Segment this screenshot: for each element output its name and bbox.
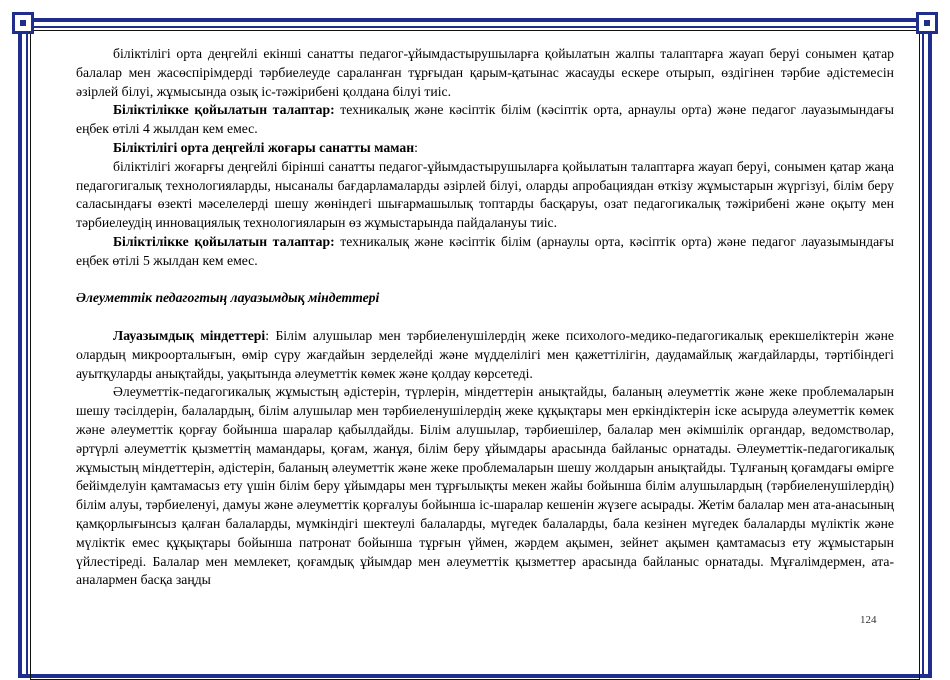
page-content [76,45,894,590]
spacer [76,308,894,327]
paragraph-text: техникалық және кәсіптік білім (арнаулы орта, кәсіптік орта) және педагог лауазымындағы еңбек өтілі 5 жылдан кем емес. [76,233,894,268]
paragraph-text: : Білім алушылар мен тәрбиеленушілердің жеке психолого-медико-педагогикалық ерекшеліктерін және олардың микроорталығын, өмір сүру жағдайын зерделейді және мүдделілігі мен қажеттілігін, даудамайлық жағдайларды, тәртібіндегі ауытқуларды анықтайды, уақытында әлеуметтік көмек және қолдау көрсетеді. [76,327,895,381]
corner-ornament-top-right [916,12,938,34]
corner-ornament-top-left [12,12,34,34]
paragraph-qualification-requirements-1 [76,101,894,139]
bold-label: Біліктілігі орта деңгейлі жоғары санатты маман [113,139,415,155]
paragraph-text: техникалық және кәсіптік білім (кәсіптік орта, арнаулы орта) және педагог лауазымындағы еңбек өтілі 4 жылдан кем емес. [76,102,894,137]
bold-label: Біліктілікке қойылатын талаптар: [113,102,335,118]
section-heading: Әлеуметтік педагогтың лауазымдық міндеттері [76,290,380,306]
paragraph-job-duties [76,327,894,383]
page-number: 124 [860,614,877,626]
paragraph-text: : [414,139,418,155]
bold-label: Лауазымдық міндеттері [113,327,266,343]
paragraph-social-work-methods: Әлеуметтік-педагогикалық жұмыстың әдістерін, түрлерін, міндеттерін анықтайды, баланың әлеуметтік және жеке проблемаларын шешу тәсілдерін, балалардың, білім алушылар мен тәрбиеленушілердің жеке құқықтары мен еркіндіктерін іске асыруда әлеуметтік көмек және әлеуметтік қорғау бойынша шаралар қабылдайды. Білім алушылар, тәрбиешілер, балалар мен әкімшілік органдар, ведомстволар, әртүрлі әлеуметтік қызметтің мамандары, қоғам, жанұя, білім беру ұйымдары арасында байланыс орнатады. Әлеуметтік-педагогикалық жұмыстың міндеттерін, әдістерін, баланың әлеуметтік және жеке проблемаларын шешу жолдарын анықтайды. Тұлғаның қоғамдағы өмірге бейімделуін қамтамасыз ету үшін білім беру ұйымдары мен тұрғылықты мекен жайы бойынша білім алушылардың (тәрбиеленушілердің) білім алуы, тәрбиеленуі, дамуы және әлеуметтік қорғалуы бойынша іс-шаралар кешенін жүзеге асырады. Жетім балалар мен ата-анасының қамқорлығынсыз қалған балаларды, мүмкіндігі шектеулі балаларды, мүгедек балаларды, бала кезінен мүгедек балаларды мүліктік және мүліктік емес құқықтары бойынша патронат бойынша тұрғын үймен, жәрдем ақымен, зейнет ақымен қамтамасыз ету жұмыстарын үйлестіреді. Балалар мен мемлекет, қоғамдық ұйымдар мен әлеуметтік қызметтер арасында байланыс орнатады. Мұғалімдермен, ата-аналармен басқа заңды [76,384,894,588]
paragraph-specialist-requirements: біліктілігі жоғарғы деңгейлі бірінші санатты педагог-ұйымдастырушыларға қойылатын талаптарға жауап беруі, сонымен қатар жаңа педагогигалық технологияларды, нысаналы бағдарламаларды әзірлей білуі, оларды апробациядан өткізу жұмыстарын жүргізуі, білім беру саласындағы өзекті мәселелерді шешу жөніндегі шығармашылық топтарды басқаруы, озат педагогикалық тәжірибені және оқыту мен тәрбиелеудің инновациялық технологияларын өз жұмыстарында пайдалануы тиіс. [76,158,894,231]
spacer [76,271,894,290]
paragraph-qualification-requirements-2 [76,233,894,271]
bold-label: Біліктілікке қойылатын талаптар: [113,233,335,249]
paragraph-requirements-continued: біліктілігі орта деңгейлі екінші санатты педагог-ұйымдастырушыларға қойылатын жалпы талаптарға жауап беруі сонымен қатар балалар мен жасөспірімдерді тәрбиелеуде сараланған тұрғыдан қарым-қатынас жасауды ескере отырып, өздігінен тәрбие әдістемесін әзірлей білуі, жұмысында озық іс-тәжірибені қолдана білуі тиіс. [76,46,894,99]
paragraph-specialist-heading [76,139,894,158]
